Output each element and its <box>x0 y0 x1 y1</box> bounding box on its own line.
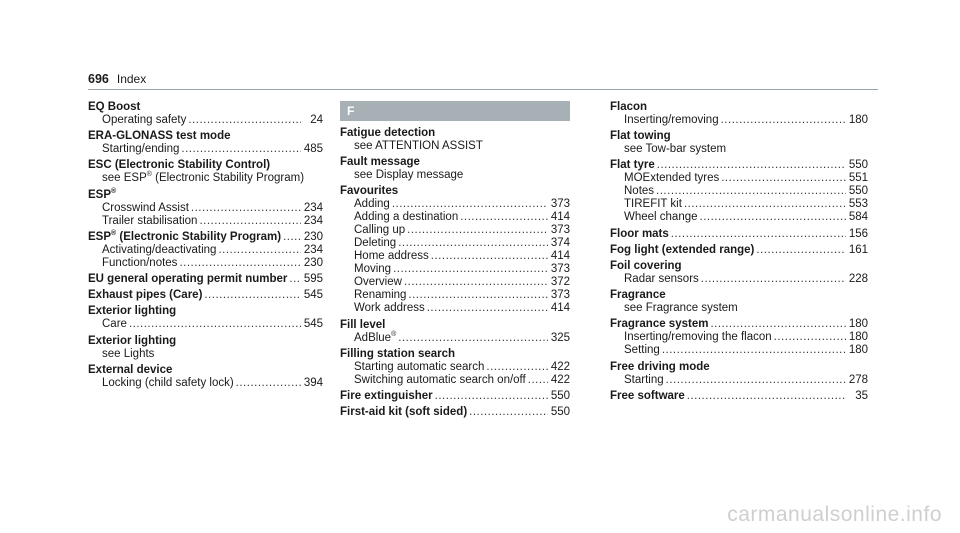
entry-text: Filling station search <box>340 347 456 360</box>
entry-text: Locking (child safety lock) <box>102 376 234 389</box>
dot-leader <box>774 331 846 344</box>
index-subentry <box>610 211 868 224</box>
dot-leader <box>656 185 846 198</box>
entry-text: Home address <box>354 250 429 263</box>
page-ref: 584 <box>848 211 868 224</box>
index-entry-term <box>88 231 323 244</box>
entry-text: Free software <box>610 389 685 402</box>
dot-leader <box>460 211 548 224</box>
dot-leader <box>398 332 548 345</box>
entry-text: Starting/ending <box>102 143 180 156</box>
index-entry-term <box>610 130 868 143</box>
entry-text: Floor mats <box>610 227 669 240</box>
dot-leader <box>701 273 846 286</box>
index-entry <box>88 231 323 270</box>
entry-text: Fog light (extended range) <box>610 243 755 256</box>
index-subentry <box>88 172 323 185</box>
index-column-1 <box>88 101 323 393</box>
entry-text: Function/notes <box>102 256 178 269</box>
dot-leader <box>392 198 548 211</box>
page-ref: 230 <box>303 256 323 269</box>
index-entry <box>340 185 570 315</box>
index-entry <box>88 289 323 302</box>
index-entry <box>610 228 868 241</box>
entry-text: Favourites <box>340 185 399 198</box>
entry-text: Fragrance system <box>610 318 709 331</box>
entry-text: Inserting/removing the flacon <box>624 331 772 344</box>
index-entry-term <box>88 273 323 286</box>
index-subentry <box>340 211 570 224</box>
dot-leader <box>283 231 301 244</box>
entry-text: Starting automatic search <box>354 360 485 373</box>
entry-text: see Tow-bar system <box>624 143 727 156</box>
entry-text: External device <box>88 363 173 376</box>
dot-leader <box>289 273 301 286</box>
dot-leader <box>666 374 846 387</box>
page-ref: 553 <box>848 198 868 211</box>
index-entry <box>340 127 570 153</box>
page-ref: 24 <box>310 114 323 126</box>
index-entry-term <box>88 305 323 318</box>
index-entry <box>340 348 570 387</box>
page-ref: 414 <box>550 211 570 224</box>
entry-text: ERA-GLONASS test mode <box>88 130 231 143</box>
entry-text: Fill level <box>340 318 386 331</box>
index-entry-term <box>88 130 323 143</box>
page-ref: 180 <box>848 344 868 357</box>
entry-text: First-aid kit (soft sided) <box>340 406 468 419</box>
entry-text: Setting <box>624 344 660 357</box>
dot-leader <box>181 143 301 156</box>
page-ref: 230 <box>303 230 323 243</box>
dot-leader <box>671 228 846 241</box>
page-ref: 550 <box>848 185 868 198</box>
index-entry <box>610 260 868 286</box>
page-ref: 35 <box>855 389 868 402</box>
index-entry-term <box>610 244 868 257</box>
index-subentry <box>88 377 323 390</box>
index-entry <box>88 305 323 331</box>
index-subentry <box>340 169 570 182</box>
index-subentry <box>88 215 323 228</box>
index-subentry <box>340 250 570 263</box>
entry-text: Adding a destination <box>354 211 459 224</box>
entry-text: TIREFIT kit <box>624 198 682 211</box>
page-ref: 550 <box>550 406 570 419</box>
entry-text: Adding <box>354 198 390 211</box>
index-entry <box>340 319 570 345</box>
page-ref: 372 <box>550 276 570 289</box>
index-subentry <box>610 374 868 387</box>
index-entry <box>88 101 323 127</box>
index-entry-term <box>88 364 323 377</box>
page-ref: 325 <box>550 331 570 344</box>
index-subentry <box>340 289 570 302</box>
page-ref: 180 <box>848 318 868 331</box>
entry-text: Switching automatic search on/off <box>354 373 526 386</box>
entry-text: Exterior lighting <box>88 334 177 347</box>
index-subentry <box>88 244 323 257</box>
dot-leader <box>684 198 846 211</box>
page-ref: 545 <box>303 289 323 302</box>
entry-text: Moving <box>354 263 392 276</box>
index-entry <box>610 318 868 357</box>
index-entry-term <box>610 159 868 172</box>
page-ref: 161 <box>848 243 868 256</box>
index-entry-term <box>340 406 570 419</box>
index-entry <box>610 159 868 224</box>
index-entry-term <box>340 185 570 198</box>
index-entry <box>88 159 323 185</box>
entry-text: Exterior lighting <box>88 305 177 318</box>
dot-leader <box>179 257 301 270</box>
entry-text: Fault message <box>340 156 420 169</box>
page-ref: 422 <box>550 373 570 386</box>
dot-leader <box>427 302 548 315</box>
page-number: 696 <box>88 72 109 86</box>
entry-text: Fragrance <box>610 289 666 302</box>
dot-leader <box>431 250 548 263</box>
index-entry-term <box>610 260 868 273</box>
index-entry-term <box>610 361 868 374</box>
index-subentry <box>88 318 323 331</box>
entry-text: Crosswind Assist <box>102 201 189 214</box>
dot-leader <box>721 172 846 185</box>
dot-leader <box>218 244 301 257</box>
index-subentry <box>610 172 868 185</box>
index-entry-term <box>610 289 868 302</box>
dot-leader <box>721 114 846 127</box>
dot-leader <box>129 318 301 331</box>
page-ref: 414 <box>550 250 570 263</box>
index-subentry <box>610 331 868 344</box>
dot-leader <box>756 244 846 257</box>
page-ref: 545 <box>303 318 323 331</box>
index-subentry <box>88 257 323 270</box>
page-ref: 180 <box>848 331 868 344</box>
index-subentry <box>340 263 570 276</box>
page-ref: 373 <box>550 224 570 237</box>
index-entry <box>88 273 323 286</box>
entry-text: see Fragrance system <box>624 302 738 315</box>
entry-text: EQ Boost <box>88 101 141 113</box>
entry-text: Foil covering <box>610 259 682 272</box>
index-entry <box>88 130 323 156</box>
index-entry <box>610 101 868 127</box>
dot-leader <box>393 263 548 276</box>
index-column-2 <box>340 101 570 422</box>
page-ref: 228 <box>848 272 868 285</box>
entry-text: see ATTENTION ASSIST <box>354 140 483 152</box>
dot-leader <box>469 406 548 419</box>
dot-leader <box>408 289 548 302</box>
entry-text: Flacon <box>610 101 648 113</box>
page-ref: 234 <box>303 201 323 214</box>
entry-text: Overview <box>354 276 402 289</box>
entry-text: Flat towing <box>610 130 671 143</box>
index-entry <box>88 335 323 361</box>
entry-text: see Display message <box>354 169 464 182</box>
page-ref: 234 <box>303 243 323 256</box>
entry-text: Wheel change <box>624 211 698 224</box>
index-subentry <box>340 332 570 345</box>
index-entry <box>340 156 570 182</box>
dot-leader <box>188 114 301 127</box>
index-subentry <box>340 361 570 374</box>
page-ref: 551 <box>848 172 868 185</box>
page-ref: 595 <box>303 272 323 285</box>
index-entry <box>88 189 323 228</box>
index-subentry <box>88 143 323 156</box>
dot-leader <box>657 159 846 172</box>
dot-leader <box>435 390 548 403</box>
page-ref: 550 <box>848 159 868 172</box>
entry-text: Care <box>102 318 127 331</box>
index-subentry <box>340 237 570 250</box>
entry-text: Work address <box>354 302 425 315</box>
watermark: carmanualsonline.info <box>727 503 942 526</box>
entry-text: Free driving mode <box>610 360 710 373</box>
page-ref: 485 <box>303 143 323 156</box>
index-entry-term <box>610 228 868 241</box>
page-ref: 278 <box>848 373 868 386</box>
entry-text: Fire extinguisher <box>340 389 433 402</box>
index-subentry <box>610 198 868 211</box>
dot-leader <box>700 211 846 224</box>
entry-text: Trailer stabilisation <box>102 214 198 227</box>
index-entry <box>340 406 570 419</box>
dot-leader <box>486 361 548 374</box>
index-entry <box>88 364 323 390</box>
entry-text: AdBlue® <box>354 330 397 344</box>
page-ref: 156 <box>848 227 868 240</box>
index-entry-term <box>610 390 868 403</box>
entry-text: ESC (Electronic Stability Control) <box>88 159 271 172</box>
page-ref: 394 <box>303 376 323 389</box>
index-entry-term <box>340 127 570 140</box>
index-subentry <box>88 202 323 215</box>
index-entry-term <box>88 335 323 348</box>
entry-text: Notes <box>624 185 655 198</box>
index-subentry <box>340 276 570 289</box>
letter-heading: F <box>340 101 570 121</box>
index-entry-term <box>88 101 323 114</box>
dot-leader <box>528 374 548 387</box>
entry-text: MOExtended tyres <box>624 172 720 185</box>
index-column-2-entries <box>340 127 570 419</box>
index-subentry <box>610 114 868 127</box>
dot-leader <box>236 377 301 390</box>
dot-leader <box>687 390 846 403</box>
dot-leader <box>204 289 301 302</box>
page-ref: 373 <box>550 289 570 302</box>
index-entry-term <box>88 159 323 172</box>
index-entry-term <box>88 189 323 202</box>
dot-leader <box>662 344 846 357</box>
index-subentry <box>88 348 323 361</box>
index-entry-term <box>88 289 323 302</box>
entry-text: see ESP® (Electronic Stability Program) <box>102 171 305 185</box>
page-ref: 374 <box>550 237 570 250</box>
index-column-3 <box>610 101 868 406</box>
index-subentry <box>340 302 570 315</box>
entry-text: ESP® <box>88 187 117 201</box>
entry-text: Deleting <box>354 237 397 250</box>
dot-leader <box>407 224 548 237</box>
index-entry <box>340 390 570 403</box>
index-entry <box>610 244 868 257</box>
index-subentry <box>610 185 868 198</box>
header-divider <box>88 89 878 90</box>
page-header <box>88 72 878 86</box>
index-entry-term <box>340 156 570 169</box>
page-ref: 373 <box>550 263 570 276</box>
page-ref: 422 <box>550 360 570 373</box>
entry-text: Calling up <box>354 224 406 237</box>
entry-text: EU general operating permit number <box>88 272 288 285</box>
entry-text: Renaming <box>354 289 407 302</box>
entry-text: Radar sensors <box>624 272 699 285</box>
dot-leader <box>404 276 548 289</box>
index-subentry <box>88 114 323 127</box>
index-entry-term <box>340 348 570 361</box>
index-entry-term <box>610 101 868 114</box>
index-entry <box>610 390 868 403</box>
dot-leader <box>199 215 301 228</box>
index-entry-term <box>340 319 570 332</box>
dot-leader <box>398 237 548 250</box>
section-title: Index <box>116 72 147 86</box>
index-subentry <box>340 374 570 387</box>
entry-text: Flat tyre <box>610 159 655 172</box>
index-entry <box>610 130 868 156</box>
index-subentry <box>340 198 570 211</box>
entry-text: see Lights <box>102 347 155 360</box>
entry-text: ESP® (Electronic Stability Program) <box>88 229 282 243</box>
index-subentry <box>340 224 570 237</box>
entry-text: Operating safety <box>102 114 187 126</box>
page-ref: 180 <box>848 114 868 126</box>
index-subentry <box>340 140 570 153</box>
index-subentry <box>610 143 868 156</box>
page-ref: 373 <box>550 198 570 211</box>
index-entry <box>610 289 868 315</box>
index-entry-term <box>340 390 570 403</box>
page-ref: 550 <box>550 389 570 402</box>
entry-text: Fatigue detection <box>340 127 436 139</box>
index-subentry <box>610 302 868 315</box>
index-entry-term <box>610 318 868 331</box>
page-ref: 414 <box>550 302 570 315</box>
index-subentry <box>610 273 868 286</box>
index-subentry <box>610 344 868 357</box>
entry-text: Activating/deactivating <box>102 243 217 256</box>
entry-text: Inserting/removing <box>624 114 719 126</box>
entry-text: Starting <box>624 373 664 386</box>
dot-leader <box>191 202 301 215</box>
dot-leader <box>710 318 846 331</box>
index-entry <box>610 361 868 387</box>
entry-text: Exhaust pipes (Care) <box>88 289 203 302</box>
page-ref: 234 <box>303 214 323 227</box>
